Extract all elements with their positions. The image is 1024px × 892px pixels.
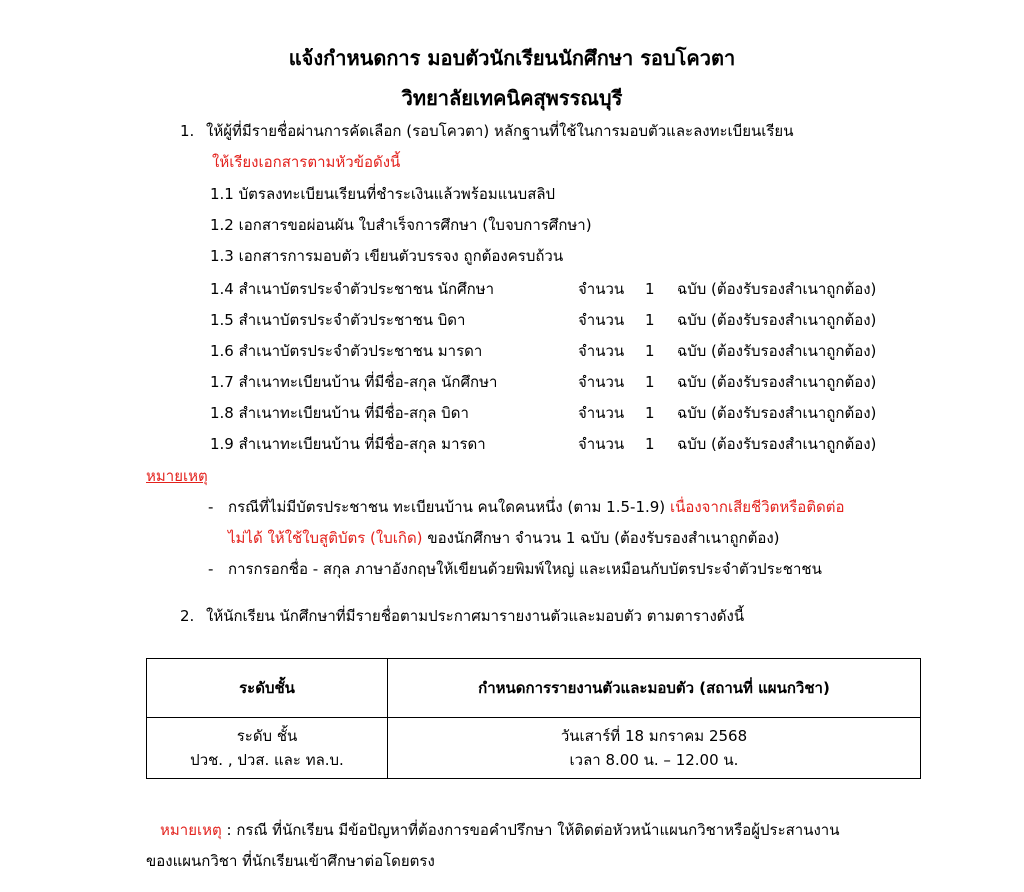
note-bullet1-line2 xyxy=(228,527,780,549)
schedule-table xyxy=(146,658,921,779)
level-line2: ปวช. , ปวส. และ ทล.บ. xyxy=(190,751,344,769)
copy-row-qty: จำนวน xyxy=(578,280,625,298)
schedule-date: วันเสาร์ที่ 18 มกราคม 2568 xyxy=(560,727,748,745)
copy-row-doc: ฉบับ (ต้องรับรองสำเนาถูกต้อง) xyxy=(677,311,877,329)
college-name: วิทยาลัยเทคนิคสุพรรณบุรี xyxy=(401,86,623,110)
copy-row xyxy=(0,433,1024,455)
copy-row xyxy=(0,278,1024,300)
table-cell-level xyxy=(147,718,388,779)
note-bullet-dash: - xyxy=(208,560,214,578)
table-header-schedule: กำหนดการรายงานตัวและมอบตัว (สถานที่ แผนกวิชา) xyxy=(388,659,921,718)
note-bullet1-text: กรณีที่ไม่มีบัตรประชาชน ทะเบียนบ้าน คนใดคนหนึ่ง (ตาม 1.5-1.9) xyxy=(228,498,666,516)
section2-text: ให้นักเรียน นักศึกษาที่มีรายชื่อตามประกาศมารายงานตัวและมอบตัว ตามตารางดังนี้ xyxy=(206,607,745,625)
copy-row-doc: ฉบับ (ต้องรับรองสำเนาถูกต้อง) xyxy=(677,342,877,360)
table-row xyxy=(147,718,921,779)
level-line1: ระดับ ชั้น xyxy=(236,727,298,745)
copy-row-qty: จำนวน xyxy=(578,435,625,453)
copy-row-count: 1 xyxy=(645,280,655,298)
note-bullet1-line2-red: ไม่ได้ ให้ใช้ใบสูติบัตร (ใบเกิด) xyxy=(228,529,423,547)
note-bullet1-line2-text: ของนักศึกษา จำนวน 1 ฉบับ (ต้องรับรองสำเนาถูกต้อง) xyxy=(427,529,780,547)
copy-row-qty: จำนวน xyxy=(578,342,625,360)
copy-row-count: 1 xyxy=(645,342,655,360)
copy-row-label: 1.6 สำเนาบัตรประจำตัวประชาชน มารดา xyxy=(210,342,483,360)
note-bullet-dash: - xyxy=(208,498,214,516)
copy-row-label: 1.8 สำเนาทะเบียนบ้าน ที่มีชื่อ-สกุล บิดา xyxy=(210,404,469,422)
copy-row-label: 1.5 สำเนาบัตรประจำตัวประชาชน บิดา xyxy=(210,311,466,329)
copy-row-label: 1.4 สำเนาบัตรประจำตัวประชาชน นักศึกษา xyxy=(210,280,495,298)
copy-row xyxy=(0,371,1024,393)
note-bullet1-red: เนื่องจากเสียชีวิตหรือติดต่อ xyxy=(669,498,845,516)
table-header-level: ระดับชั้น xyxy=(147,659,388,718)
note-bullet1 xyxy=(228,496,845,518)
copy-row xyxy=(0,309,1024,331)
copy-row xyxy=(0,402,1024,424)
note-heading: หมายเหตุ xyxy=(146,467,208,485)
schedule-time: เวลา 8.00 น. – 12.00 น. xyxy=(569,751,739,769)
list-item: 1.3 เอกสารการมอบตัว เขียนตัวบรรจง ถูกต้องครบถ้วน xyxy=(210,247,564,265)
document-title: แจ้งกำหนดการ มอบตัวนักเรียนนักศึกษา รอบโควตา xyxy=(288,46,736,70)
list-item: 1.2 เอกสารขอผ่อนผัน ใบสำเร็จการศึกษา (ใบจบการศึกษา) xyxy=(210,216,592,234)
footer-note-text: : กรณี ที่นักเรียน มีข้อปัญหาที่ต้องการขอคำปรึกษา ให้ติดต่อหัวหน้าแผนกวิชาหรือผู้ประสานงาน xyxy=(226,821,840,839)
table-header-row xyxy=(147,659,921,718)
copy-row-count: 1 xyxy=(645,404,655,422)
table-cell-schedule xyxy=(388,718,921,779)
copy-row-doc: ฉบับ (ต้องรับรองสำเนาถูกต้อง) xyxy=(677,404,877,422)
copy-row-count: 1 xyxy=(645,435,655,453)
copy-row xyxy=(0,340,1024,362)
copy-row-count: 1 xyxy=(645,373,655,391)
section1-text: ให้ผู้ที่มีรายชื่อผ่านการคัดเลือก (รอบโควตา) หลักฐานที่ใช้ในการมอบตัวและลงทะเบียนเรียน xyxy=(206,122,794,140)
note-bullet2: การกรอกชื่อ - สกุล ภาษาอังกฤษให้เขียนด้วยพิมพ์ใหญ่ และเหมือนกับบัตรประจำตัวประชาชน xyxy=(228,560,822,578)
section1-highlight: ให้เรียงเอกสารตามหัวข้อดังนี้ xyxy=(212,153,401,171)
copy-row-qty: จำนวน xyxy=(578,311,625,329)
copy-row-doc: ฉบับ (ต้องรับรองสำเนาถูกต้อง) xyxy=(677,280,877,298)
footer-note-line1 xyxy=(160,819,840,841)
copy-row-count: 1 xyxy=(645,311,655,329)
copy-row-qty: จำนวน xyxy=(578,404,625,422)
copy-row-doc: ฉบับ (ต้องรับรองสำเนาถูกต้อง) xyxy=(677,435,877,453)
copy-row-label: 1.9 สำเนาทะเบียนบ้าน ที่มีชื่อ-สกุล มารดา xyxy=(210,435,486,453)
section1-number: 1. xyxy=(180,122,195,140)
copy-row-qty: จำนวน xyxy=(578,373,625,391)
copy-row-doc: ฉบับ (ต้องรับรองสำเนาถูกต้อง) xyxy=(677,373,877,391)
footer-note-line2: ของแผนกวิชา ที่นักเรียนเข้าศึกษาต่อโดยตรง xyxy=(146,852,435,870)
footer-note-label: หมายเหตุ xyxy=(160,821,222,839)
section2-number: 2. xyxy=(180,607,195,625)
list-item: 1.1 บัตรลงทะเบียนเรียนที่ชำระเงินแล้วพร้อมแนบสลิป xyxy=(210,185,556,203)
copy-row-label: 1.7 สำเนาทะเบียนบ้าน ที่มีชื่อ-สกุล นักศึกษา xyxy=(210,373,498,391)
